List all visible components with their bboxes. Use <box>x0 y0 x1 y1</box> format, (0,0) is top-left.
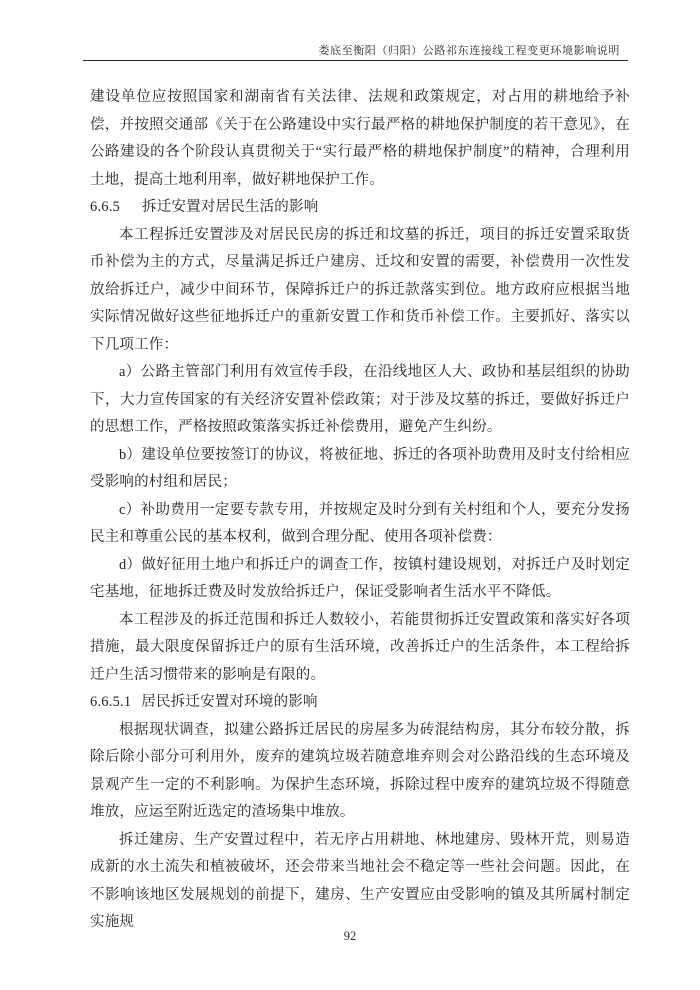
page-number: 92 <box>343 929 357 943</box>
paragraph-item-d: d）做好征用土地户和拆迁户的调查工作，按镇村建设规划，对拆迁户及时划定宅基地，征地拆迁费及时发放给拆迁户，保证受影响者生活水平不降低。 <box>90 556 630 600</box>
paragraph-item-a: a）公路主管部门利用有效宣传手段，在沿线地区人大、政协和基层组织的协助下，大力宣传国家的有关经济安置补偿政策；对于涉及坟墓的拆迁，要做好拆迁户的思想工作，严格按照政策落实拆迁补偿费用，避免产生纠纷。 <box>90 364 630 435</box>
page-header-title: 娄底至衡阳（归阳）公路祁东连接线工程变更环境影响说明 <box>318 45 620 57</box>
page-header <box>83 42 628 61</box>
section-heading-6-6-5 <box>90 194 630 222</box>
section-title: 拆迁安置对居民生活的影响 <box>142 199 319 215</box>
paragraph-item-b: b）建设单位要按签订的协议，将被征地、拆迁的各项补助费用及时支付给相应受影响的村组和居民； <box>90 446 630 490</box>
paragraph-demolition-waste: 根据现状调查，拟建公路拆迁居民的房屋多为砖混结构房，其分布较分散，拆除后除小部分可利用外，废弃的建筑垃圾若随意堆弃则会对公路沿线的生态环境及景观产生一定的不利影响。为保护生态环境，拆除过程中废弃的建筑垃圾不得随意堆放，应运至附近选定的渣场集中堆放。 <box>90 721 630 820</box>
document-body <box>90 84 630 937</box>
section-number: 6.6.5.1 <box>90 694 132 710</box>
section-heading-6-6-5-1 <box>90 689 630 717</box>
paragraph-relocation-overview: 本工程拆迁安置涉及对居民民房的拆迁和坟墓的拆迁，项目的拆迁安置采取货币补偿为主的方式，尽量满足拆迁户建房、迁坟和安置的需要，补偿费用一次性发放给拆迁户，减少中间环节，保障拆迁户的拆迁款落实到位。地方政府应根据当地实际情况做好这些征地拆迁户的重新安置工作和货币补偿工作。主要抓好、落实以下几项工作： <box>90 226 630 353</box>
header-rule <box>83 60 628 61</box>
paragraph-resettlement-planning: 拆迁建房、生产安置过程中，若无序占用耕地、林地建房、毁林开荒，则易造成新的水土流失和植被破坏，还会带来当地社会不稳定等一些社会问题。因此，在不影响该地区发展规划的前提下，建房、生产安置应由受影响的镇及其所属村制定实施规 <box>90 831 630 930</box>
page-footer <box>0 929 700 944</box>
section-number: 6.6.5 <box>90 199 120 215</box>
paragraph-item-c: c）补助费用一定要专款专用，并按规定及时分到有关村组和个人，要充分发扬民主和尊重公民的基本权利，做到合理分配、使用各项补偿费： <box>90 501 630 545</box>
paragraph-land-compensation: 建设单位应按照国家和湖南省有关法律、法规和政策规定，对占用的耕地给予补偿，并按照交通部《关于在公路建设中实行最严格的耕地保护制度的若干意见》，在公路建设的各个阶段认真贯彻关于“实行最严格的耕地保护制度”的精神，合理利用土地，提高土地利用率，做好耕地保护工作。 <box>90 89 630 188</box>
paragraph-relocation-conclusion: 本工程涉及的拆迁范围和拆迁人数较小，若能贯彻拆迁安置政策和落实好各项措施，最大限度保留拆迁户的原有生活环境，改善拆迁户的生活条件，本工程给拆迁户生活习惯带来的影响是有限的。 <box>90 611 630 683</box>
section-title: 居民拆迁安置对环境的影响 <box>141 694 318 710</box>
